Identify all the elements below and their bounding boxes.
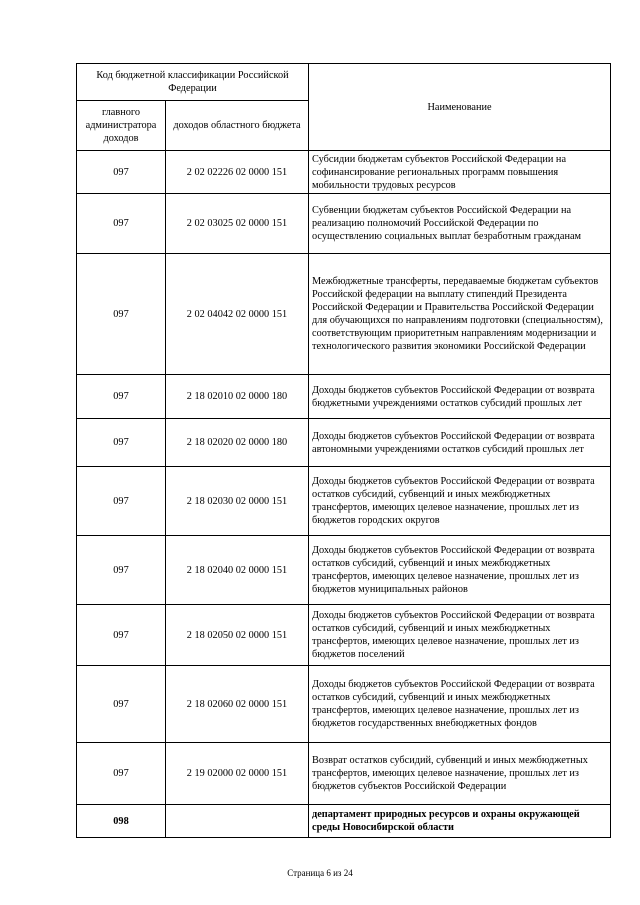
table-body bbox=[77, 151, 611, 838]
cell-admin-code: 097 bbox=[77, 375, 166, 419]
budget-classification-table bbox=[76, 63, 611, 838]
cell-name: Субсидии бюджетам субъектов Российской Федерации на софинансирование региональных программ повышения мобильности трудовых ресурсов bbox=[309, 151, 611, 194]
cell-admin-code: 097 bbox=[77, 151, 166, 194]
header-name-column: Наименование bbox=[309, 64, 611, 151]
table-row bbox=[77, 467, 611, 536]
cell-revenue-code: 2 18 02050 02 0000 151 bbox=[166, 605, 309, 666]
table-row bbox=[77, 605, 611, 666]
cell-revenue-code: 2 02 04042 02 0000 151 bbox=[166, 254, 309, 375]
cell-revenue-code: 2 02 03025 02 0000 151 bbox=[166, 194, 309, 254]
cell-name: Доходы бюджетов субъектов Российской Федерации от возврата остатков субсидий, субвенций и иных межбюджетных трансфертов, имеющих целевое назначение, прошлых лет из бюджетов муниципальных районов bbox=[309, 536, 611, 605]
cell-revenue-code: 2 18 02040 02 0000 151 bbox=[166, 536, 309, 605]
cell-name: Доходы бюджетов субъектов Российской Федерации от возврата бюджетными учреждениями остатков субсидий прошлых лет bbox=[309, 375, 611, 419]
cell-name: Доходы бюджетов субъектов Российской Федерации от возврата остатков субсидий, субвенций и иных межбюджетных трансфертов, имеющих целевое назначение, прошлых лет из бюджетов поселений bbox=[309, 605, 611, 666]
cell-admin-code: 097 bbox=[77, 194, 166, 254]
table-row bbox=[77, 536, 611, 605]
cell-admin-code: 097 bbox=[77, 536, 166, 605]
cell-revenue-code: 2 02 02226 02 0000 151 bbox=[166, 151, 309, 194]
cell-admin-code: 098 bbox=[77, 805, 166, 838]
cell-revenue-code: 2 18 02030 02 0000 151 bbox=[166, 467, 309, 536]
cell-admin-code: 097 bbox=[77, 254, 166, 375]
cell-revenue-code: 2 18 02010 02 0000 180 bbox=[166, 375, 309, 419]
cell-name: Доходы бюджетов субъектов Российской Федерации от возврата остатков субсидий, субвенций и иных межбюджетных трансфертов, имеющих целевое назначение, прошлых лет из бюджетов государственных внебюджетных фондов bbox=[309, 666, 611, 743]
cell-admin-code: 097 bbox=[77, 467, 166, 536]
table-row bbox=[77, 666, 611, 743]
cell-revenue-code: 2 18 02020 02 0000 180 bbox=[166, 419, 309, 467]
table-row bbox=[77, 375, 611, 419]
cell-name: Возврат остатков субсидий, субвенций и иных межбюджетных трансфертов, имеющих целевое назначение, прошлых лет из бюджетов субъектов Российской Федерации bbox=[309, 743, 611, 805]
cell-admin-code: 097 bbox=[77, 743, 166, 805]
cell-admin-code: 097 bbox=[77, 419, 166, 467]
cell-name: Субвенции бюджетам субъектов Российской Федерации на реализацию полномочий Российской Федерации по осуществлению социальных выплат безработным гражданам bbox=[309, 194, 611, 254]
cell-revenue-code bbox=[166, 805, 309, 838]
table-row bbox=[77, 419, 611, 467]
table-row bbox=[77, 743, 611, 805]
cell-revenue-code: 2 18 02060 02 0000 151 bbox=[166, 666, 309, 743]
cell-name: департамент природных ресурсов и охраны окружающей среды Новосибирской области bbox=[309, 805, 611, 838]
header-admin-column: главного администратора доходов bbox=[77, 101, 166, 151]
cell-name: Межбюджетные трансферты, передаваемые бюджетам субъектов Российской федерации на выплату стипендий Президента Российской Федерации и Правительства Российской Федерации для обучающихся по направлениям подготовки (специальностям), соответствующим приоритетным направлениям модернизации и технологического развития экономики Российской Федерации bbox=[309, 254, 611, 375]
cell-name: Доходы бюджетов субъектов Российской Федерации от возврата остатков субсидий, субвенций и иных межбюджетных трансфертов, имеющих целевое назначение, прошлых лет из бюджетов городских округов bbox=[309, 467, 611, 536]
cell-name: Доходы бюджетов субъектов Российской Федерации от возврата автономными учреждениями остатков субсидий прошлых лет bbox=[309, 419, 611, 467]
header-code-column: доходов областного бюджета bbox=[166, 101, 309, 151]
table-row bbox=[77, 805, 611, 838]
page-footer: Страница 6 из 24 bbox=[287, 868, 353, 878]
cell-admin-code: 097 bbox=[77, 605, 166, 666]
header-budget-code-group: Код бюджетной классификации Российской Федерации bbox=[77, 64, 309, 101]
table-row bbox=[77, 194, 611, 254]
table-header bbox=[77, 64, 611, 151]
table-row bbox=[77, 254, 611, 375]
cell-admin-code: 097 bbox=[77, 666, 166, 743]
cell-revenue-code: 2 19 02000 02 0000 151 bbox=[166, 743, 309, 805]
table-row bbox=[77, 151, 611, 194]
